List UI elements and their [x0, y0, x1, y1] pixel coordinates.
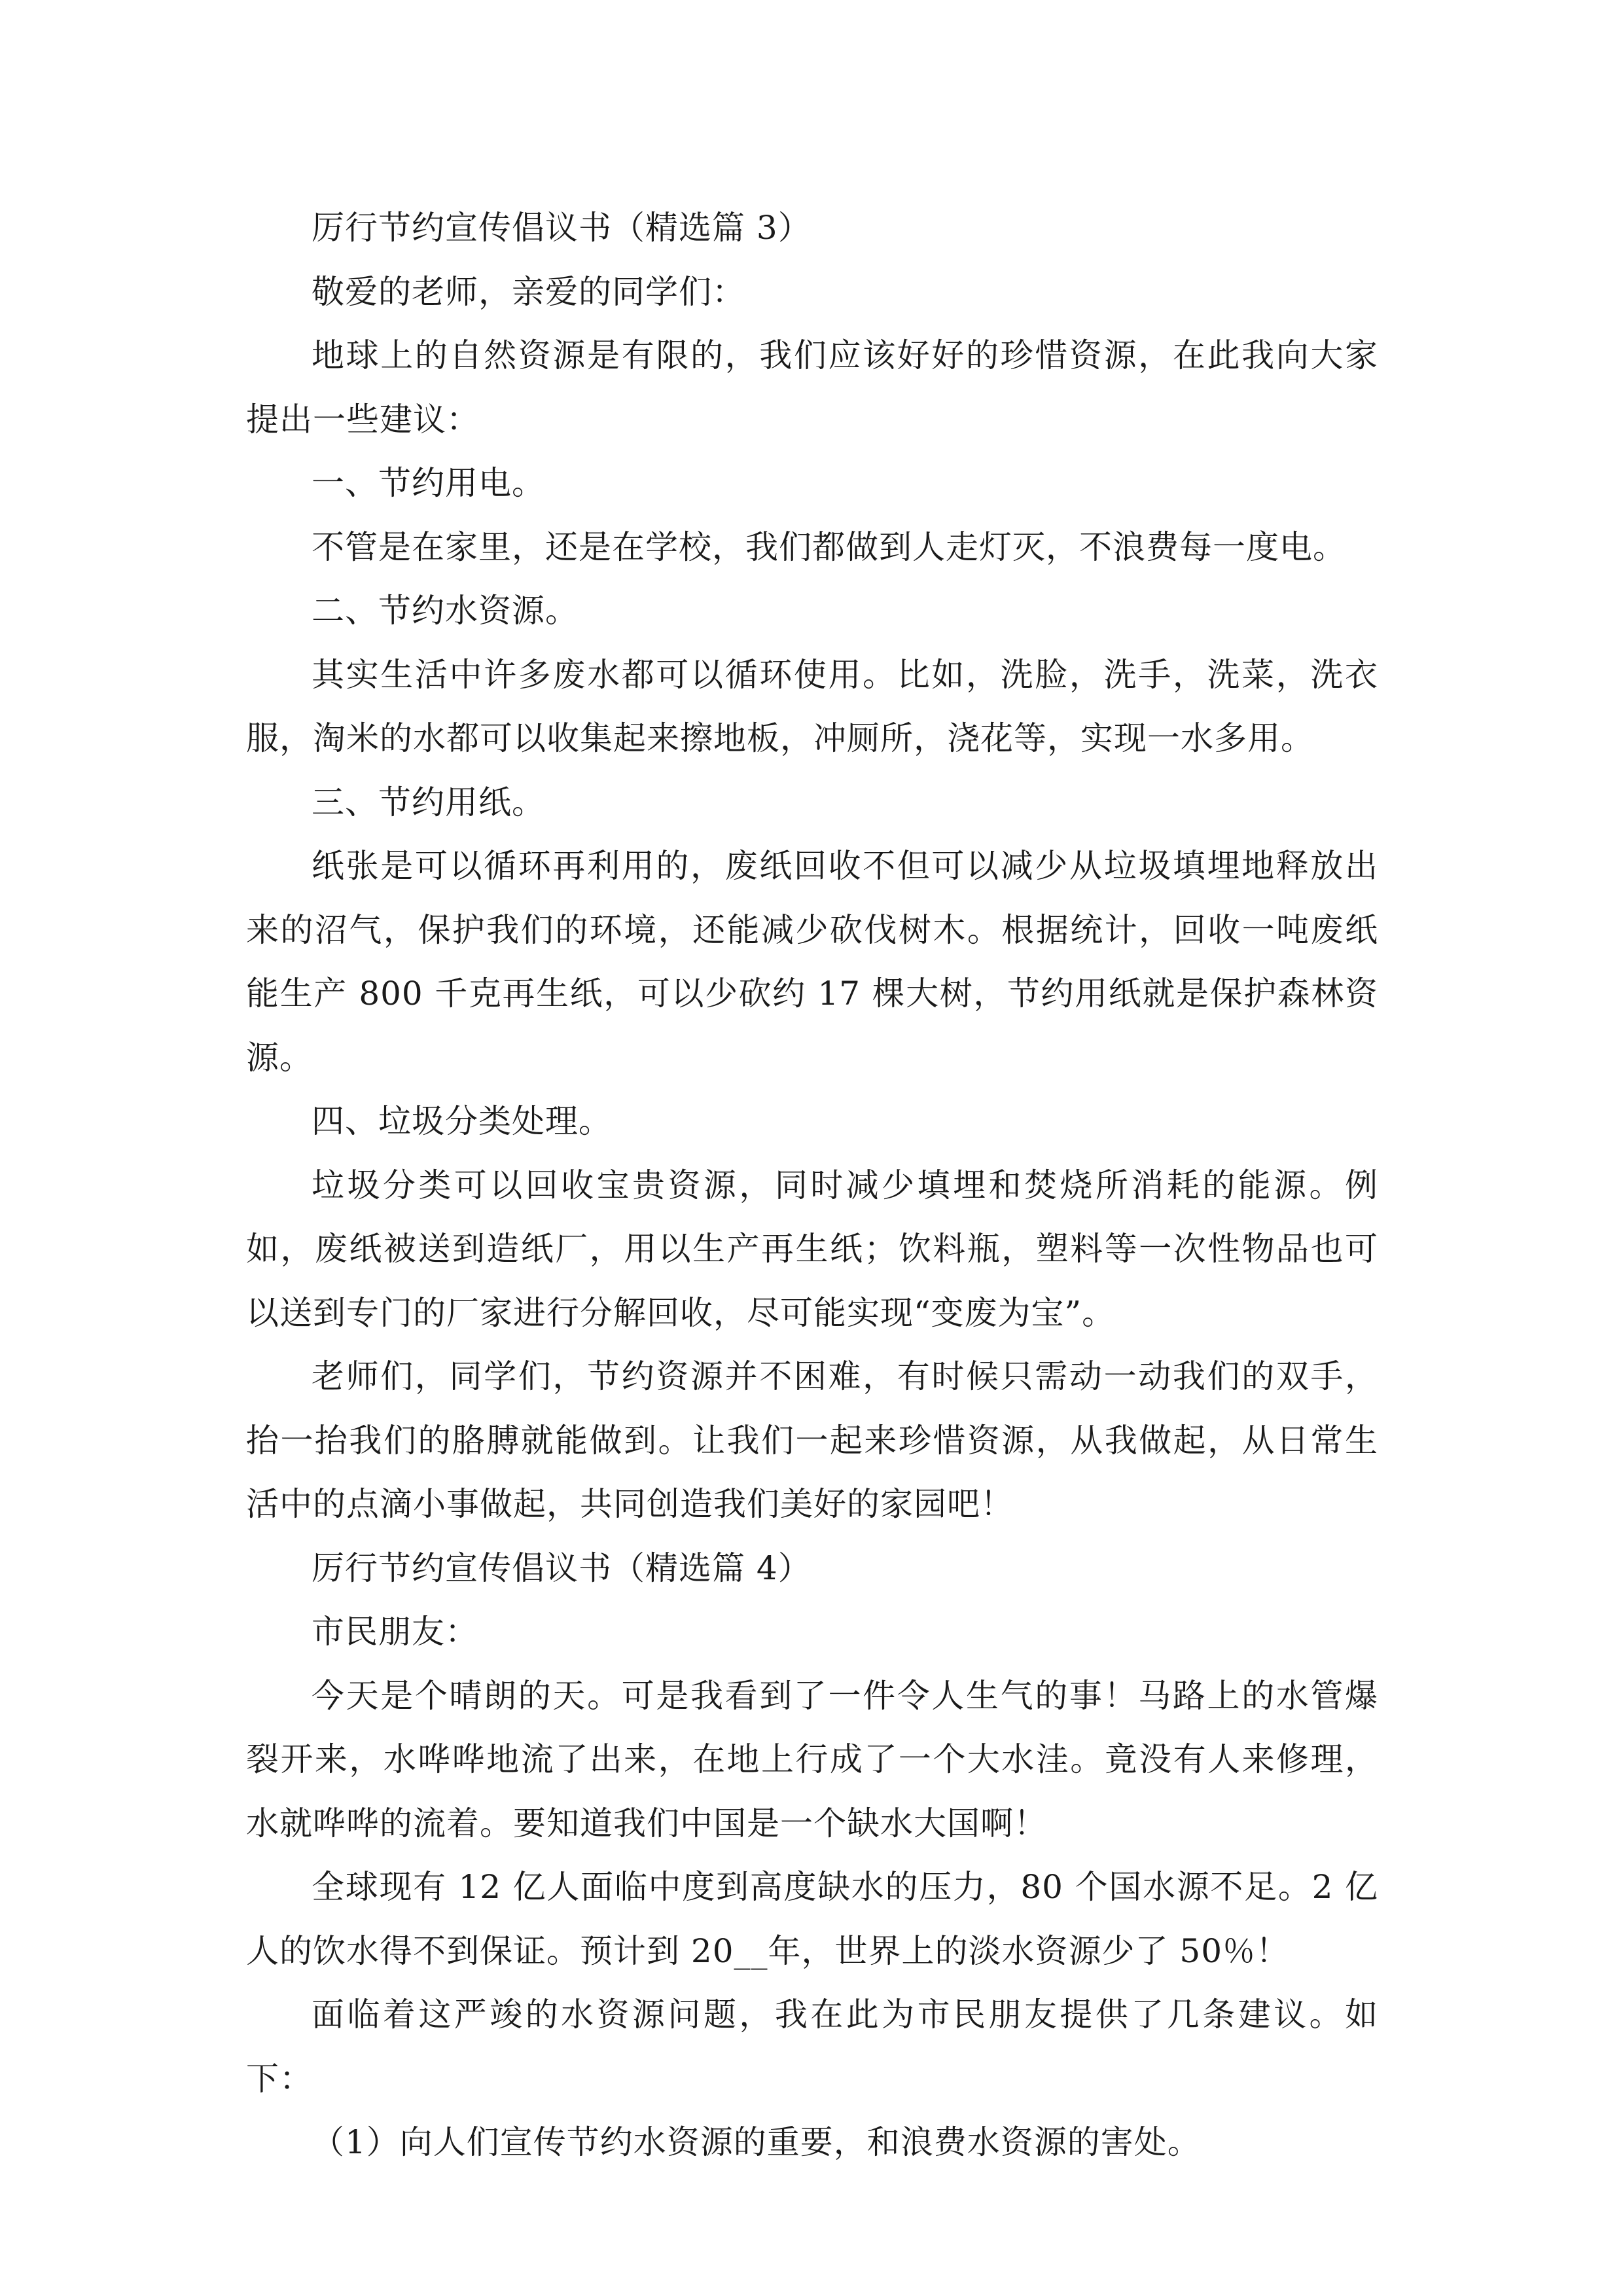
item-heading: 二、节约水资源。 [312, 592, 579, 630]
body-paragraph: 老师们，同学们，节约资源并不困难，有时候只需动一动我们的双手，抬一抬我们的胳膊就能做到。让我们一起来珍惜资源，从我做起，从日常生活中的点滴小事做起，共同创造我们美好的家园吧！ [246, 1357, 1378, 1523]
salutation: 敬爱的老师，亲爱的同学们： [312, 272, 745, 311]
body-paragraph: 地球上的自然资源是有限的，我们应该好好的珍惜资源，在此我向大家提出一些建议： [246, 336, 1378, 439]
document-body [246, 196, 1378, 2175]
section-heading-3: 厉行节约宣传倡议书（精选篇 3） [312, 209, 812, 247]
body-paragraph: 纸张是可以循环再利用的，废纸回收不但可以减少从垃圾填埋地释放出来的沼气，保护我们的环境，还能减少砍伐树木。根据统计，回收一吨废纸能生产 800 千克再生纸，可以少砍约 17 棵大树，节约用纸就是保护森林资源。 [246, 847, 1378, 1077]
body-paragraph: 面临着这严竣的水资源问题，我在此为市民朋友提供了几条建议。如下： [246, 1996, 1378, 2098]
item-heading: 一、节约用电。 [312, 464, 545, 502]
item-heading: 三、节约用纸。 [312, 783, 545, 821]
body-paragraph: 全球现有 12 亿人面临中度到高度缺水的压力，80 个国水源不足。2 亿人的饮水得不到保证。预计到 20__年，世界上的淡水资源少了 50％！ [246, 1868, 1378, 1970]
body-paragraph: 其实生活中许多废水都可以循环使用。比如，洗脸，洗手，洗菜，洗衣服，淘米的水都可以收集起来擦地板，冲厕所，浇花等，实现一水多用。 [246, 655, 1378, 757]
salutation: 市民朋友： [312, 1613, 478, 1651]
body-paragraph: 不管是在家里，还是在学校，我们都做到人走灯灭，不浪费每一度电。 [312, 528, 1346, 566]
list-item: （1）向人们宣传节约水资源的重要，和浪费水资源的害处。 [312, 2123, 1201, 2161]
body-paragraph: 垃圾分类可以回收宝贵资源，同时减少填埋和焚烧所消耗的能源。例如，废纸被送到造纸厂，用以生产再生纸；饮料瓶，塑料等一次性物品也可以送到专门的厂家进行分解回收，尽可能实现“变废为宝”。 [246, 1166, 1378, 1332]
section-heading-4: 厉行节约宣传倡议书（精选篇 4） [312, 1549, 812, 1587]
item-heading: 四、垃圾分类处理。 [312, 1102, 612, 1140]
body-paragraph: 今天是个晴朗的天。可是我看到了一件令人生气的事！马路上的水管爆裂开来，水哗哗地流了出来，在地上行成了一个大水洼。竟没有人来修理，水就哗哗的流着。要知道我们中国是一个缺水大国啊！ [246, 1676, 1378, 1842]
